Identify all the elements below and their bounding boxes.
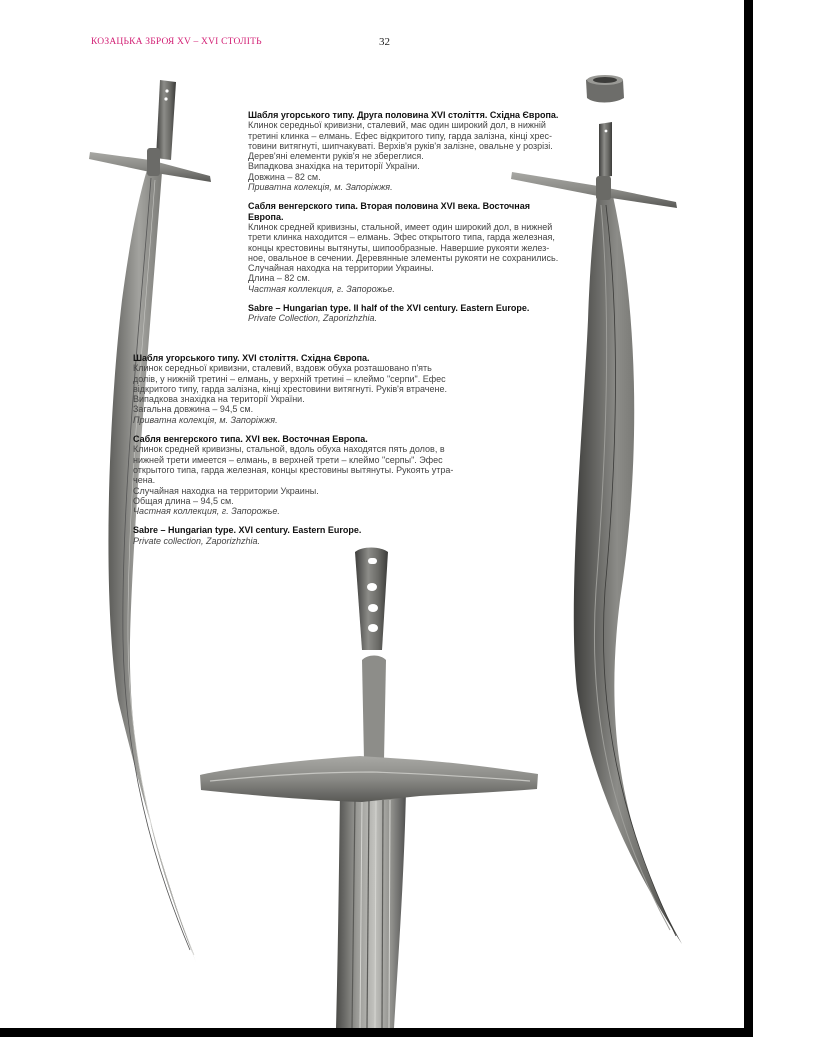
- page-number: 32: [379, 36, 390, 48]
- caption-line: Випадкова знахідка на території України.: [133, 394, 305, 405]
- caption-line: ное, овальное в сечении. Деревянные элементы рукояти не сохранились.: [248, 252, 559, 263]
- caption-length: Общая длина – 94,5 см.: [133, 495, 234, 506]
- caption-line: Клинок средней кривизны, стальной, имеет один широкий дол, в нижней: [248, 221, 553, 232]
- caption-title: Шабля угорського типу. XVI століття. Східна Європа.: [133, 353, 370, 363]
- caption-line: чена.: [133, 475, 156, 486]
- caption-line: концы крестовины вытянуты, шипообразные. Навершие рукояти желез-: [248, 242, 550, 253]
- caption-title: Сабля венгерского типа. XVI век. Восточная Европа.: [133, 434, 368, 445]
- caption-collection: Private Collection, Zaporizhzhia.: [248, 313, 378, 324]
- caption-top-eng: [248, 303, 563, 324]
- caption-mid-ukr: [133, 353, 463, 425]
- caption-line: Клинок середньої кривизни, сталевий, має один широкий дол, в нижній: [248, 120, 546, 131]
- caption-line: відкритого типу, гарда залізна, кінці хрестовини витягнуті. Руків'я втрачене.: [133, 383, 447, 394]
- caption-line: Случайная находка на территории Украины.: [133, 485, 319, 496]
- caption-title: Sabre – Hungarian type. XVI century. Eastern Europe.: [133, 525, 362, 536]
- caption-line: третині клинка – елмань. Ефес відкритого типу, гарда залізна, кінці хрес-: [248, 130, 553, 141]
- caption-top-rus: [248, 201, 563, 294]
- caption-middle: [133, 353, 463, 555]
- caption-top: [248, 110, 563, 333]
- caption-mid-rus: [133, 434, 463, 516]
- caption-length: Загальна довжина – 94,5 см.: [133, 404, 254, 415]
- hilt-detail-photo: [200, 548, 538, 1029]
- caption-line: Клинок средней кривизны, стальной, вдоль обуха находятся пять долов, в: [133, 444, 445, 455]
- caption-line: Клинок середньої кривизни, сталевий, вздовж обуха розташовано п'ять: [133, 363, 432, 374]
- caption-line: нижней трети имеется – елмань, в верхней трети – клеймо "серпы". Эфес: [133, 454, 443, 465]
- caption-title: Sabre – Hungarian type. II half of the XVI century. Eastern Europe.: [248, 303, 530, 314]
- caption-title: Шабля угорського типу. Друга половина XVI століття. Східна Європа.: [248, 110, 559, 120]
- caption-line: трети клинка находится – елмань. Эфес открытого типа, гарда железная,: [248, 232, 555, 243]
- caption-top-ukr: [248, 110, 563, 192]
- caption-length: Довжина – 82 см.: [248, 171, 321, 182]
- running-title: КОЗАЦЬКА ЗБРОЯ XV – XVI СТОЛІТЬ: [91, 37, 262, 47]
- caption-collection: Приватна колекція, м. Запоріжжя.: [248, 182, 393, 193]
- caption-collection: Частная коллекция, г. Запорожье.: [133, 506, 280, 517]
- caption-line: товини витягнуті, шипчакуваті. Верхів'я руків'я залізне, овальне у розрізі.: [248, 140, 553, 151]
- caption-collection: Приватна колекція, м. Запоріжжя.: [133, 414, 278, 425]
- caption-title: Сабля венгерского типа. Вторая половина XVI века. Восточная Европа.: [248, 201, 530, 222]
- pommel-cap-photo: [586, 75, 624, 103]
- caption-line: Випадкова знахідка на території України.: [248, 161, 420, 172]
- caption-length: Длина – 82 см.: [248, 273, 311, 284]
- caption-mid-eng: [133, 525, 463, 546]
- caption-collection: Частная коллекция, г. Запорожье.: [248, 283, 395, 294]
- caption-line: долів, у нижній третині – елмань, у верхній третині – клеймо "серпи". Ефес: [133, 373, 446, 384]
- caption-line: Случайная находка на территории Украины.: [248, 263, 434, 274]
- caption-line: Дерев'яні елементи руків'я не збереглися.: [248, 151, 424, 162]
- caption-collection: Private collection, Zaporizhzhia.: [133, 535, 261, 546]
- caption-line: открытого типа, гарда железная, концы крестовины вытянуты. Рукоять утра-: [133, 464, 454, 475]
